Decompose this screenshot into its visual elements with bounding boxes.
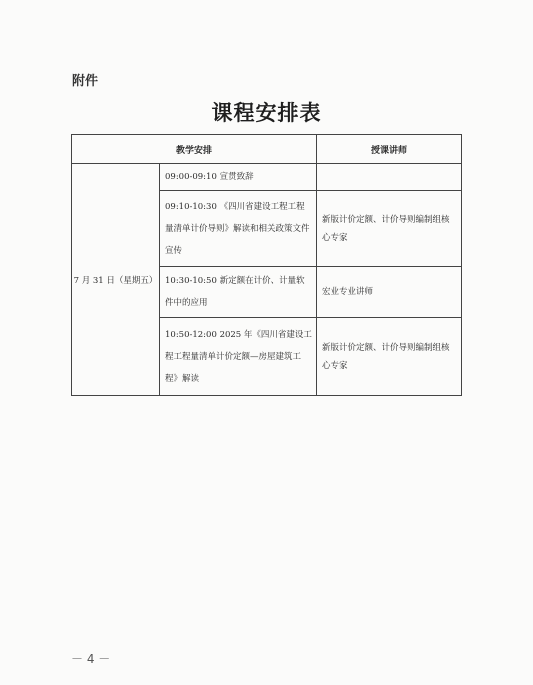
agenda-cell: 10:30-10:50 新定额在计价、计量软件中的应用 [160,267,317,318]
table-row [72,164,462,191]
lecturer-cell: 宏业专业讲师 [317,267,462,318]
agenda-cell: 09:00-09:10 宣贯致辞 [160,164,317,191]
lecturer-cell [317,164,462,191]
page-number: － 4 － [71,652,111,666]
attachment-label: 附件 [72,74,99,89]
header-agenda: 教学安排 [72,135,317,164]
schedule-table [71,134,462,396]
page-title: 课程安排表 [211,101,322,125]
lecturer-cell: 新版计价定额、计价导则编制组核心专家 [317,318,462,396]
agenda-cell: 09:10-10:30 《四川省建设工程工程量清单计价导则》解读和相关政策文件宣传 [160,191,317,267]
agenda-cell: 10:50-12:00 2025 年《四川省建设工程工程量清单计价定额—房屋建筑工程》解读 [160,318,317,396]
date-cell: 7 月 31 日（星期五） [72,164,160,396]
lecturer-cell: 新版计价定额、计价导则编制组核心专家 [317,191,462,267]
table-header-row [72,135,462,164]
header-lecturer: 授课讲师 [317,135,462,164]
